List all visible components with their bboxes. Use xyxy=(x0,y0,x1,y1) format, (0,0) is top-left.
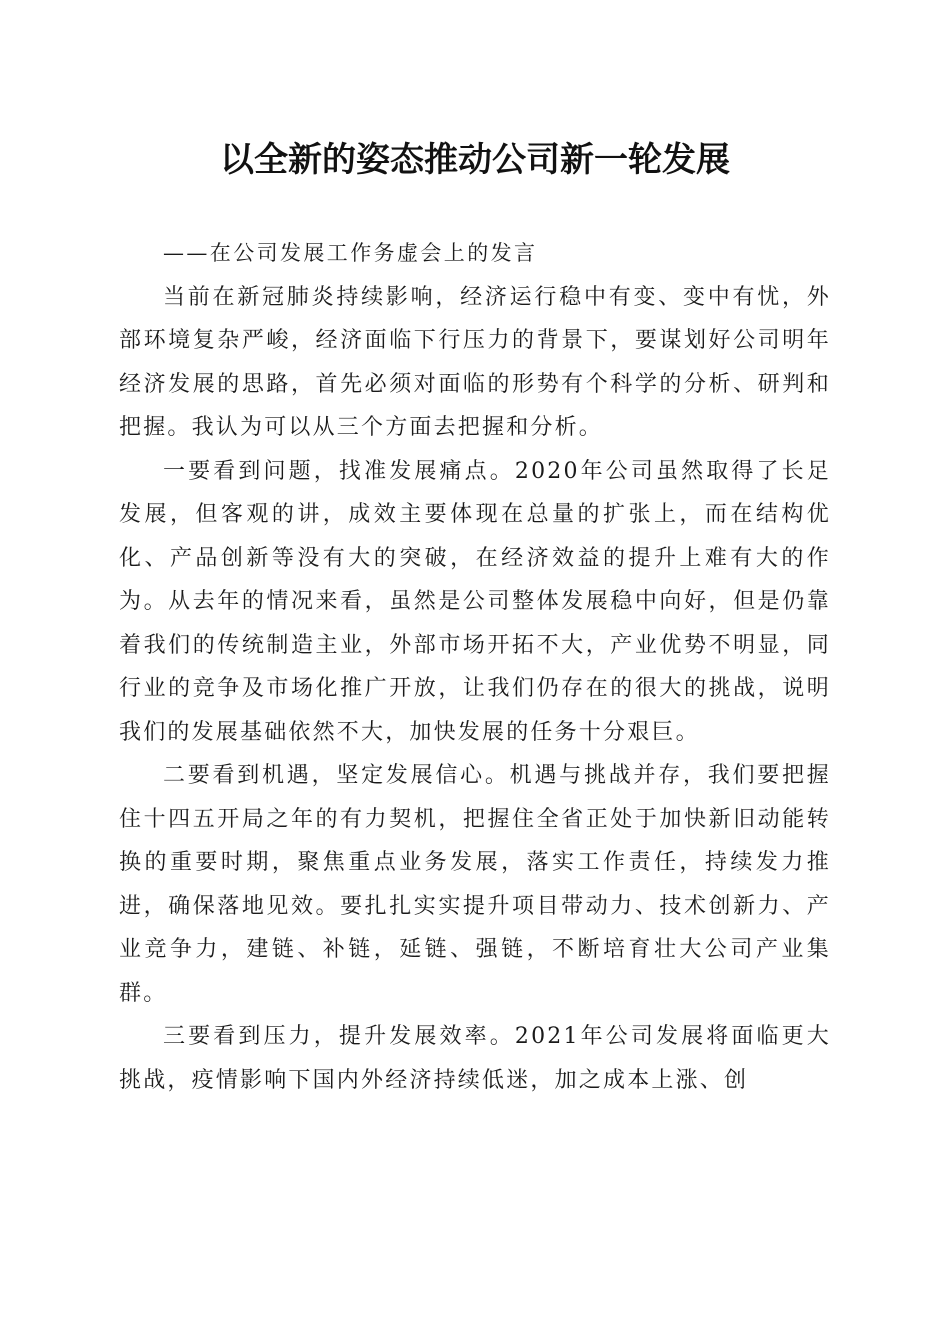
paragraph-intro: 当前在新冠肺炎持续影响，经济运行稳中有变、变中有忧，外部环境复杂严峻，经济面临下行压力的背景下，要谋划好公司明年经济发展的思路，首先必须对面临的形势有个科学的分析、研判和把握。我认为可以从三个方面去把握和分析。 xyxy=(119,284,831,440)
paragraph-problems: 一要看到问题，找准发展痛点。2020年公司虽然取得了长足发展，但客观的讲，成效主要体现在总量的扩张上，而在结构优化、产品创新等没有大的突破，在经济效益的提升上难有大的作为。从去年的情况来看，虽然是公司整体发展稳中向好，但是仍靠着我们的传统制造主业，外部市场开拓不大，产业优势不明显，同行业的竞争及市场化推广开放，让我们仍存在的很大的挑战，说明我们的发展基础依然不大，加快发展的任务十分艰巨。 xyxy=(119,458,831,745)
document-subtitle: ——在公司发展工作务虚会上的发言 xyxy=(163,241,538,265)
paragraph-pressure: 三要看到压力，提升发展效率。2021年公司发展将面临更大挑战，疫情影响下国内外经济持续低迷，加之成本上涨、创 xyxy=(119,1024,831,1093)
document-body xyxy=(119,232,831,1102)
paragraph-opportunities: 二要看到机遇，坚定发展信心。机遇与挑战并存，我们要把握住十四五开局之年的有力契机，把握住全省正处于加快新旧动能转换的重要时期，聚焦重点业务发展，落实工作责任，持续发力推进，确保落地见效。要扎扎实实提升项目带动力、技术创新力、产业竞争力，建链、补链，延链、强链，不断培育壮大公司产业集群。 xyxy=(119,763,831,1006)
document-title: 以全新的姿态推动公司新一轮发展 xyxy=(220,140,730,180)
